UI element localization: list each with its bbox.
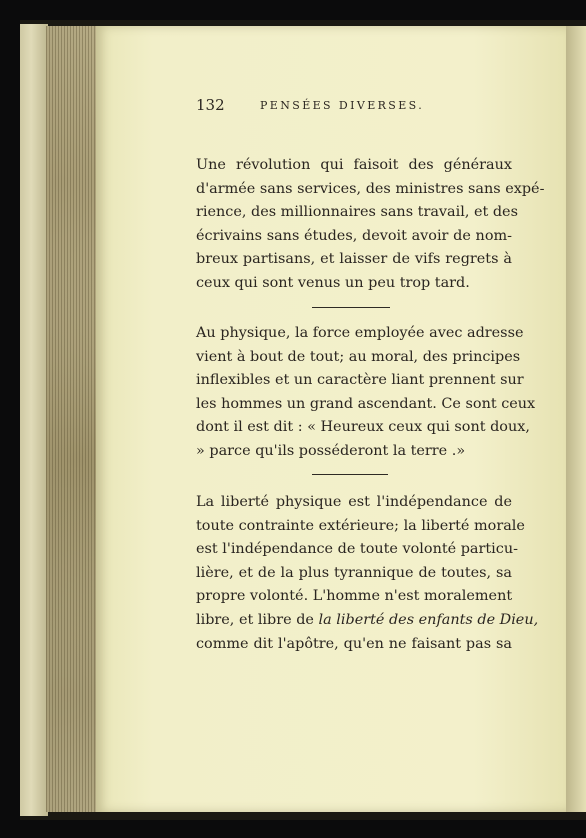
page-stack-edge	[46, 26, 98, 812]
text-line: toute contrainte extérieure; la liberté morale	[196, 517, 525, 534]
text-line: les hommes un grand ascendant. Ce sont ceux	[196, 395, 536, 412]
binding-edge	[20, 24, 48, 816]
running-title: PENSÉES DIVERSES.	[260, 99, 425, 112]
text-line: breux partisans, et laisser de vifs regrets à	[196, 251, 512, 268]
text-line: dont il est dit : « Heureux ceux qui sont doux,	[196, 419, 530, 436]
text-line: La liberté physique est l'indépendance de	[196, 494, 512, 510]
italic-phrase: la liberté des enfants de Dieu,	[318, 611, 539, 628]
text-line: rience, des millionnaires sans travail, et des	[196, 204, 518, 221]
paragraph-liberte	[196, 491, 539, 656]
text-line: est l'indépendance de toute volonté particu-	[196, 541, 518, 558]
text-line-with-italic	[196, 609, 539, 633]
text-line: propre volonté. L'homme n'est moralement	[196, 588, 513, 605]
text-line: Une révolution qui faisoit des généraux	[196, 157, 512, 173]
page-header	[196, 96, 514, 118]
facing-page-edge	[566, 26, 586, 812]
section-divider	[312, 474, 388, 475]
page-number: 132	[196, 96, 225, 114]
text-line: inflexibles et un caractère liant prennent sur	[196, 372, 524, 389]
text-line: comme dit l'apôtre, qu'en ne faisant pas sa	[196, 635, 512, 652]
paragraph-physique	[196, 322, 536, 464]
paragraph-revolution	[196, 154, 545, 296]
text-line: Au physique, la force employée avec adresse	[196, 325, 524, 341]
text-line: vient à bout de tout; au moral, des principes	[196, 348, 521, 365]
text-line: écrivains sans études, devoit avoir de nom-	[196, 227, 512, 244]
text-fragment: libre, et libre de	[196, 611, 314, 628]
text-line: lière, et de la plus tyrannique de toutes, sa	[196, 564, 512, 581]
text-line: d'armée sans services, des ministres sans expé-	[196, 180, 545, 197]
text-line: » parce qu'ils posséderont la terre .»	[196, 442, 466, 459]
section-divider	[312, 307, 390, 308]
text-line: ceux qui sont venus un peu trop tard.	[196, 274, 470, 291]
